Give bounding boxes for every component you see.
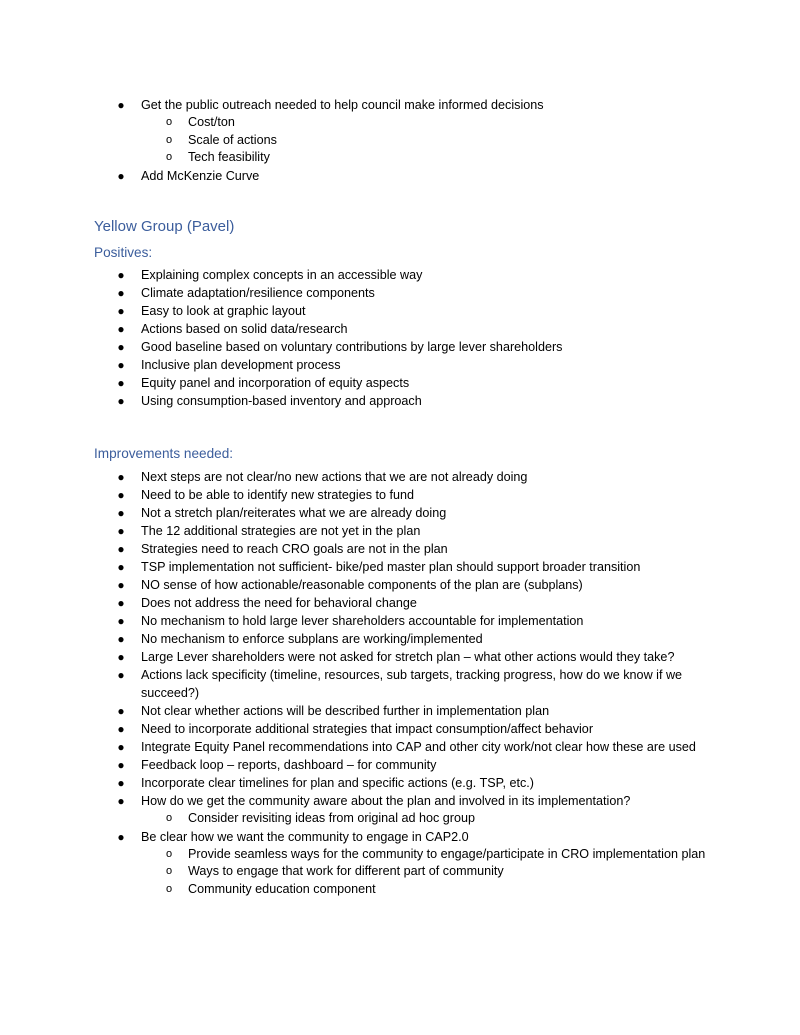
list-item-text: Be clear how we want the community to engage in CAP2.0: [141, 829, 469, 844]
list-item: [0, 320, 706, 338]
list-item: [0, 468, 706, 486]
improvements-list: [0, 468, 708, 898]
sub-list-item-text: Provide seamless ways for the community to engage/participate in CRO implementation plan: [188, 846, 706, 861]
sub-list-item: [0, 863, 708, 881]
list-item: [0, 504, 706, 522]
list-item-text: Explaining complex concepts in an accessible way: [141, 268, 423, 282]
list-item-text: Climate adaptation/resilience components: [141, 286, 375, 300]
sub-list-item-text: Tech feasibility: [188, 150, 270, 164]
bullet-icon: ●: [117, 794, 125, 808]
list-item: [0, 374, 706, 392]
list-item: [0, 96, 706, 114]
bullet-icon: ●: [117, 704, 125, 718]
bullet-icon: ●: [117, 740, 125, 754]
bullet-icon: ●: [117, 470, 125, 484]
list-item-text: Actions based on solid data/research: [141, 322, 348, 336]
sub-list-item-text: Community education component: [188, 881, 376, 896]
list-item-text: Integrate Equity Panel recommendations into CAP and other city work/not clear how these are used: [141, 740, 696, 754]
circle-bullet-icon: o: [165, 116, 173, 128]
list-item-text: The 12 additional strategies are not yet in the plan: [141, 524, 421, 538]
list-item-text: Equity panel and incorporation of equity aspects: [141, 376, 410, 390]
bullet-icon: ●: [117, 506, 125, 520]
sub-list-item-text: Ways to engage that work for different part of community: [188, 864, 504, 878]
bullet-icon: ●: [117, 650, 125, 664]
bullet-icon: ●: [117, 776, 125, 790]
list-item: [0, 522, 706, 540]
list-item-text: Good baseline based on voluntary contributions by large lever shareholders: [141, 340, 563, 354]
bullet-icon: ●: [117, 394, 125, 408]
list-item: [0, 792, 706, 810]
list-item-text: Feedback loop – reports, dashboard – for community: [141, 758, 437, 772]
list-item-text: How do we get the community aware about the plan and involved in its implementation?: [141, 794, 631, 808]
list-item-text: Large Lever shareholders were not asked for stretch plan – what other actions would they take?: [141, 650, 675, 664]
list-item: [0, 284, 706, 302]
bullet-icon: ●: [117, 668, 125, 682]
list-item: [0, 486, 706, 504]
list-item: [0, 828, 706, 846]
list-item-text: Not a stretch plan/reiterates what we are already doing: [141, 506, 447, 520]
list-item: [0, 774, 706, 792]
bullet-icon: ●: [117, 758, 125, 772]
list-item-text: TSP implementation not sufficient- bike/ped master plan should support broader transition: [141, 560, 641, 574]
bullet-icon: ●: [117, 304, 125, 318]
sub-list-item: [0, 132, 708, 150]
list-item-text: Inclusive plan development process: [141, 358, 341, 372]
list-item-text: Need to incorporate additional strategies that impact consumption/affect behavior: [141, 722, 594, 736]
bullet-icon: ●: [117, 596, 125, 610]
circle-bullet-icon: o: [165, 133, 173, 146]
sub-list-item: [0, 149, 708, 167]
bullet-icon: ●: [117, 488, 125, 502]
bullet-icon: ●: [117, 358, 125, 372]
bullet-icon: ●: [117, 340, 125, 354]
list-item-text: NO sense of how actionable/reasonable components of the plan are (subplans): [141, 578, 583, 592]
bullet-icon: ●: [117, 268, 125, 282]
bullet-icon: ●: [117, 168, 125, 183]
list-item: [0, 756, 706, 774]
list-item-text: Add McKenzie Curve: [141, 168, 260, 183]
list-item: [0, 167, 706, 185]
sub-list-item-text: Consider revisiting ideas from original ad hoc group: [188, 811, 476, 825]
list-item-text: Not clear whether actions will be described further in implementation plan: [141, 704, 550, 718]
bullet-icon: ●: [117, 578, 125, 592]
list-item: [0, 738, 706, 756]
list-item-text: Get the public outreach needed to help council make informed decisions: [141, 98, 544, 112]
bullet-icon: ●: [117, 98, 125, 112]
list-item: [0, 392, 706, 410]
bullet-icon: ●: [117, 542, 125, 556]
list-item: [0, 630, 706, 648]
list-item: [0, 356, 706, 374]
circle-bullet-icon: o: [165, 882, 173, 895]
list-item-text: Incorporate clear timelines for plan and specific actions (e.g. TSP, etc.): [141, 776, 534, 790]
sub-list-item: [0, 881, 708, 899]
top-bullet-list: [0, 96, 708, 185]
sub-list-item-text: Cost/ton: [188, 115, 235, 129]
circle-bullet-icon: o: [165, 812, 173, 824]
list-item: [0, 666, 706, 702]
section-heading-yellow-group: Yellow Group (Pavel): [94, 218, 235, 235]
list-item-text: Strategies need to reach CRO goals are not in the plan: [141, 542, 448, 556]
bullet-icon: ●: [117, 614, 125, 628]
list-item-text: Does not address the need for behavioral change: [141, 596, 417, 610]
circle-bullet-icon: o: [165, 847, 173, 860]
bullet-icon: ●: [117, 524, 125, 538]
list-item: [0, 720, 706, 738]
bullet-icon: ●: [117, 632, 125, 646]
list-item: [0, 266, 706, 284]
circle-bullet-icon: o: [165, 151, 173, 163]
circle-bullet-icon: o: [165, 865, 173, 877]
list-item: [0, 576, 706, 594]
list-item: [0, 648, 706, 666]
sub-list-item: [0, 846, 708, 864]
list-item: [0, 558, 706, 576]
list-item: [0, 302, 706, 320]
list-item: [0, 338, 706, 356]
list-item: [0, 594, 706, 612]
list-item: [0, 702, 706, 720]
list-item-text: No mechanism to enforce subplans are working/implemented: [141, 632, 483, 646]
bullet-icon: ●: [117, 322, 125, 336]
bullet-icon: ●: [117, 829, 125, 844]
list-item: [0, 612, 706, 630]
list-item-text: Next steps are not clear/no new actions that we are not already doing: [141, 470, 528, 484]
list-item-text: No mechanism to hold large lever shareholders accountable for implementation: [141, 614, 584, 628]
positives-heading: Positives:: [94, 245, 153, 260]
bullet-icon: ●: [117, 560, 125, 574]
bullet-icon: ●: [117, 722, 125, 736]
improvements-heading: Improvements needed:: [94, 446, 234, 461]
list-item-text: Using consumption-based inventory and approach: [141, 394, 422, 408]
sub-list-item: [0, 114, 708, 132]
sub-list-item: [0, 810, 708, 828]
sub-list-item-text: Scale of actions: [188, 132, 277, 147]
list-item-text: Easy to look at graphic layout: [141, 304, 306, 318]
positives-list: [0, 266, 706, 410]
bullet-icon: ●: [117, 376, 125, 390]
bullet-icon: ●: [117, 286, 125, 300]
list-item-text: Actions lack specificity (timeline, resources, sub targets, tracking progress, how do we know if we succeed?): [141, 668, 683, 700]
list-item: [0, 540, 706, 558]
list-item-text: Need to be able to identify new strategies to fund: [141, 488, 415, 502]
